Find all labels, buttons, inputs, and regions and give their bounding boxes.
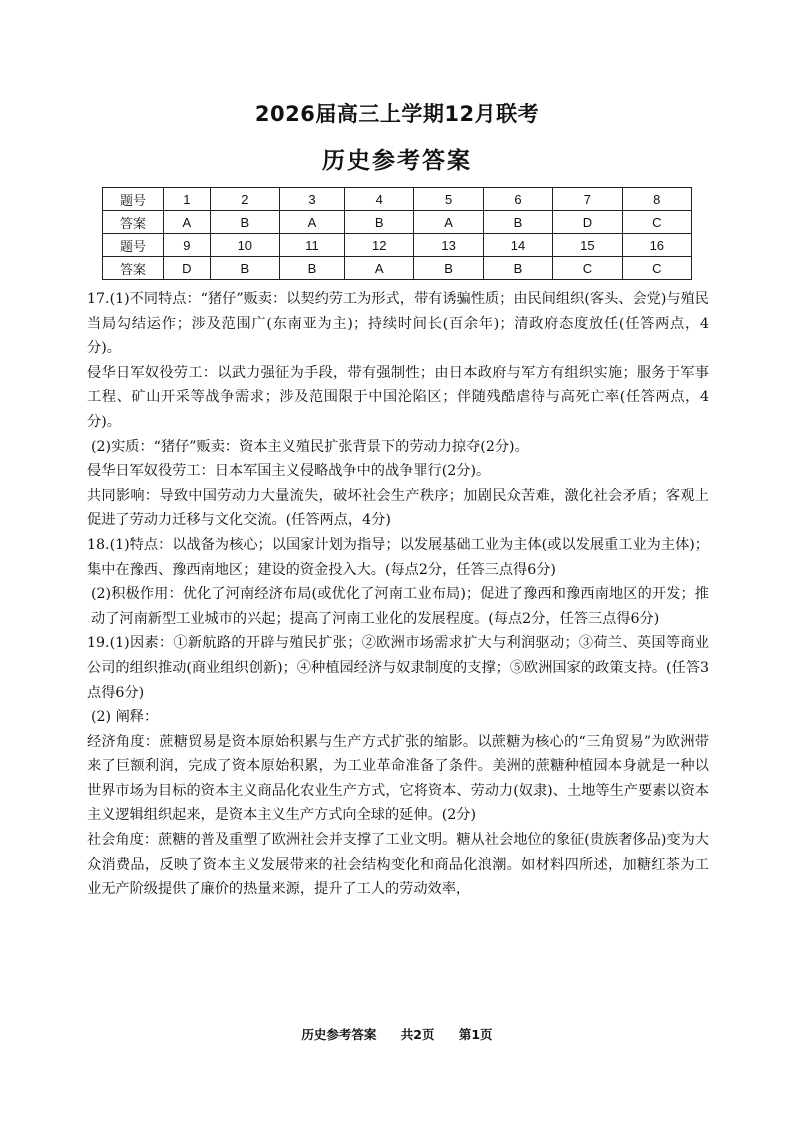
answer-paragraph: 侵华日军奴役劳工：日本军国主义侵略战争中的战争罪行(2分)。 [87, 463, 491, 480]
answer-table [102, 187, 692, 280]
table-row [103, 234, 692, 257]
table-cell: B [483, 211, 552, 234]
footer-page-number: 第1页 [458, 1027, 493, 1042]
row-label: 题号 [103, 188, 164, 211]
table-cell: 15 [553, 234, 622, 257]
table-cell: 3 [280, 188, 345, 211]
table-cell: A [414, 211, 483, 234]
answer-paragraph: 经济角度：蔗糖贸易是资本原始积累与生产方式扩张的缩影。以蔗糖为核心的“三角贸易”为欧洲带来了巨额利润，完成了资本原始积累，为工业革命准备了条件。美洲的蔗糖种植园本身就是一种以世界市场为目标的资本主义商品化农业生产方式，它将资本、劳动力(奴隶)、土地等生产要素以资本主义逻辑组织起来，是资本主义生产方式向全球的延伸。(2分) [87, 733, 709, 824]
table-cell: D [164, 257, 211, 280]
answer-paragraph: 17.(1)不同特点：“猪仔”贩卖：以契约劳工为形式，带有诱骗性质；由民间组织(客头、会党)与殖民当局勾结运作；涉及范围广(东南亚为主)；持续时间长(百余年)；清政府态度放任(任答两点，4分)。 [87, 291, 709, 357]
answer-paragraph: 社会角度：蔗糖的普及重塑了欧洲社会并支撑了工业文明。糖从社会地位的象征(贵族奢侈品)变为大众消费品，反映了资本主义发展带来的社会结构变化和商品化浪潮。如材料四所述，加糖红茶为工业无产阶级提供了廉价的热量来源，提升了工人的劳动效率， [87, 832, 709, 898]
table-cell: C [622, 211, 691, 234]
footer-total-pages: 共2页 [400, 1027, 435, 1042]
answer-paragraph: 共同影响：导致中国劳动力大量流失，破坏社会生产秩序；加剧民众苦难，激化社会矛盾；客观上促进了劳动力迁移与文化交流。(任答两点，4分) [87, 487, 709, 529]
table-row [103, 188, 692, 211]
table-cell: B [414, 257, 483, 280]
table-row [103, 257, 692, 280]
answer-paragraph: (2)积极作用：优化了河南经济布局(或优化了河南工业布局)；促进了豫西和豫西南地区的开发；推动了河南新型工业城市的兴起；提高了河南工业化的发展程度。(每点2分，任答三点得6分) [91, 586, 709, 627]
table-cell: A [164, 211, 211, 234]
answer-paragraph: 18.(1)特点：以战备为核心；以国家计划为指导；以发展基础工业为主体(或以发展重工业为主体)；集中在豫西、豫西南地区；建设的资金投入大。(每点2分，任答三点得6分) [87, 536, 709, 578]
table-cell: 1 [164, 188, 211, 211]
table-cell: B [345, 211, 414, 234]
table-cell: 16 [622, 234, 691, 257]
table-cell: 13 [414, 234, 483, 257]
answer-body [87, 287, 709, 902]
table-cell: A [280, 211, 345, 234]
table-cell: 9 [164, 234, 211, 257]
row-label: 答案 [103, 257, 164, 280]
table-cell: 10 [210, 234, 279, 257]
table-cell: D [553, 211, 622, 234]
page-title: 2026届高三上学期12月联考 [254, 102, 540, 126]
table-cell: 8 [622, 188, 691, 211]
table-cell: 11 [280, 234, 345, 257]
page-subtitle: 历史参考答案 [322, 148, 472, 174]
table-cell: B [210, 257, 279, 280]
row-label: 题号 [103, 234, 164, 257]
table-cell: A [345, 257, 414, 280]
table-cell: 5 [414, 188, 483, 211]
answer-paragraph: 19.(1)因素：①新航路的开辟与殖民扩张；②欧洲市场需求扩大与利润驱动；③荷兰、英国等商业公司的组织推动(商业组织创新)；④种植园经济与奴隶制度的支撑；⑤欧洲国家的政策支持。(任答3 点得6分) [87, 635, 709, 701]
table-cell: 12 [345, 234, 414, 257]
page-footer [0, 1025, 794, 1043]
answer-paragraph: (2)实质：“猪仔”贩卖：资本主义殖民扩张背景下的劳动力掠夺(2分)。 [91, 438, 529, 455]
footer-doc-title: 历史参考答案 [301, 1027, 377, 1042]
table-cell: B [280, 257, 345, 280]
answer-paragraph: 侵华日军奴役劳工：以武力强征为手段，带有强制性；由日本政府与军方有组织实施；服务于军事工程、矿山开采等战争需求；涉及范围限于中国沦陷区；伴随残酷虐待与高死亡率(任答两点，4分)。 [87, 364, 709, 430]
table-cell: B [483, 257, 552, 280]
row-label: 答案 [103, 211, 164, 234]
table-cell: B [210, 211, 279, 234]
table-cell: C [622, 257, 691, 280]
table-cell: 2 [210, 188, 279, 211]
table-row [103, 211, 692, 234]
table-cell: 4 [345, 188, 414, 211]
table-cell: 14 [483, 234, 552, 257]
table-cell: C [553, 257, 622, 280]
table-cell: 7 [553, 188, 622, 211]
answer-paragraph: (2) 阐释： [91, 709, 159, 726]
table-cell: 6 [483, 188, 552, 211]
